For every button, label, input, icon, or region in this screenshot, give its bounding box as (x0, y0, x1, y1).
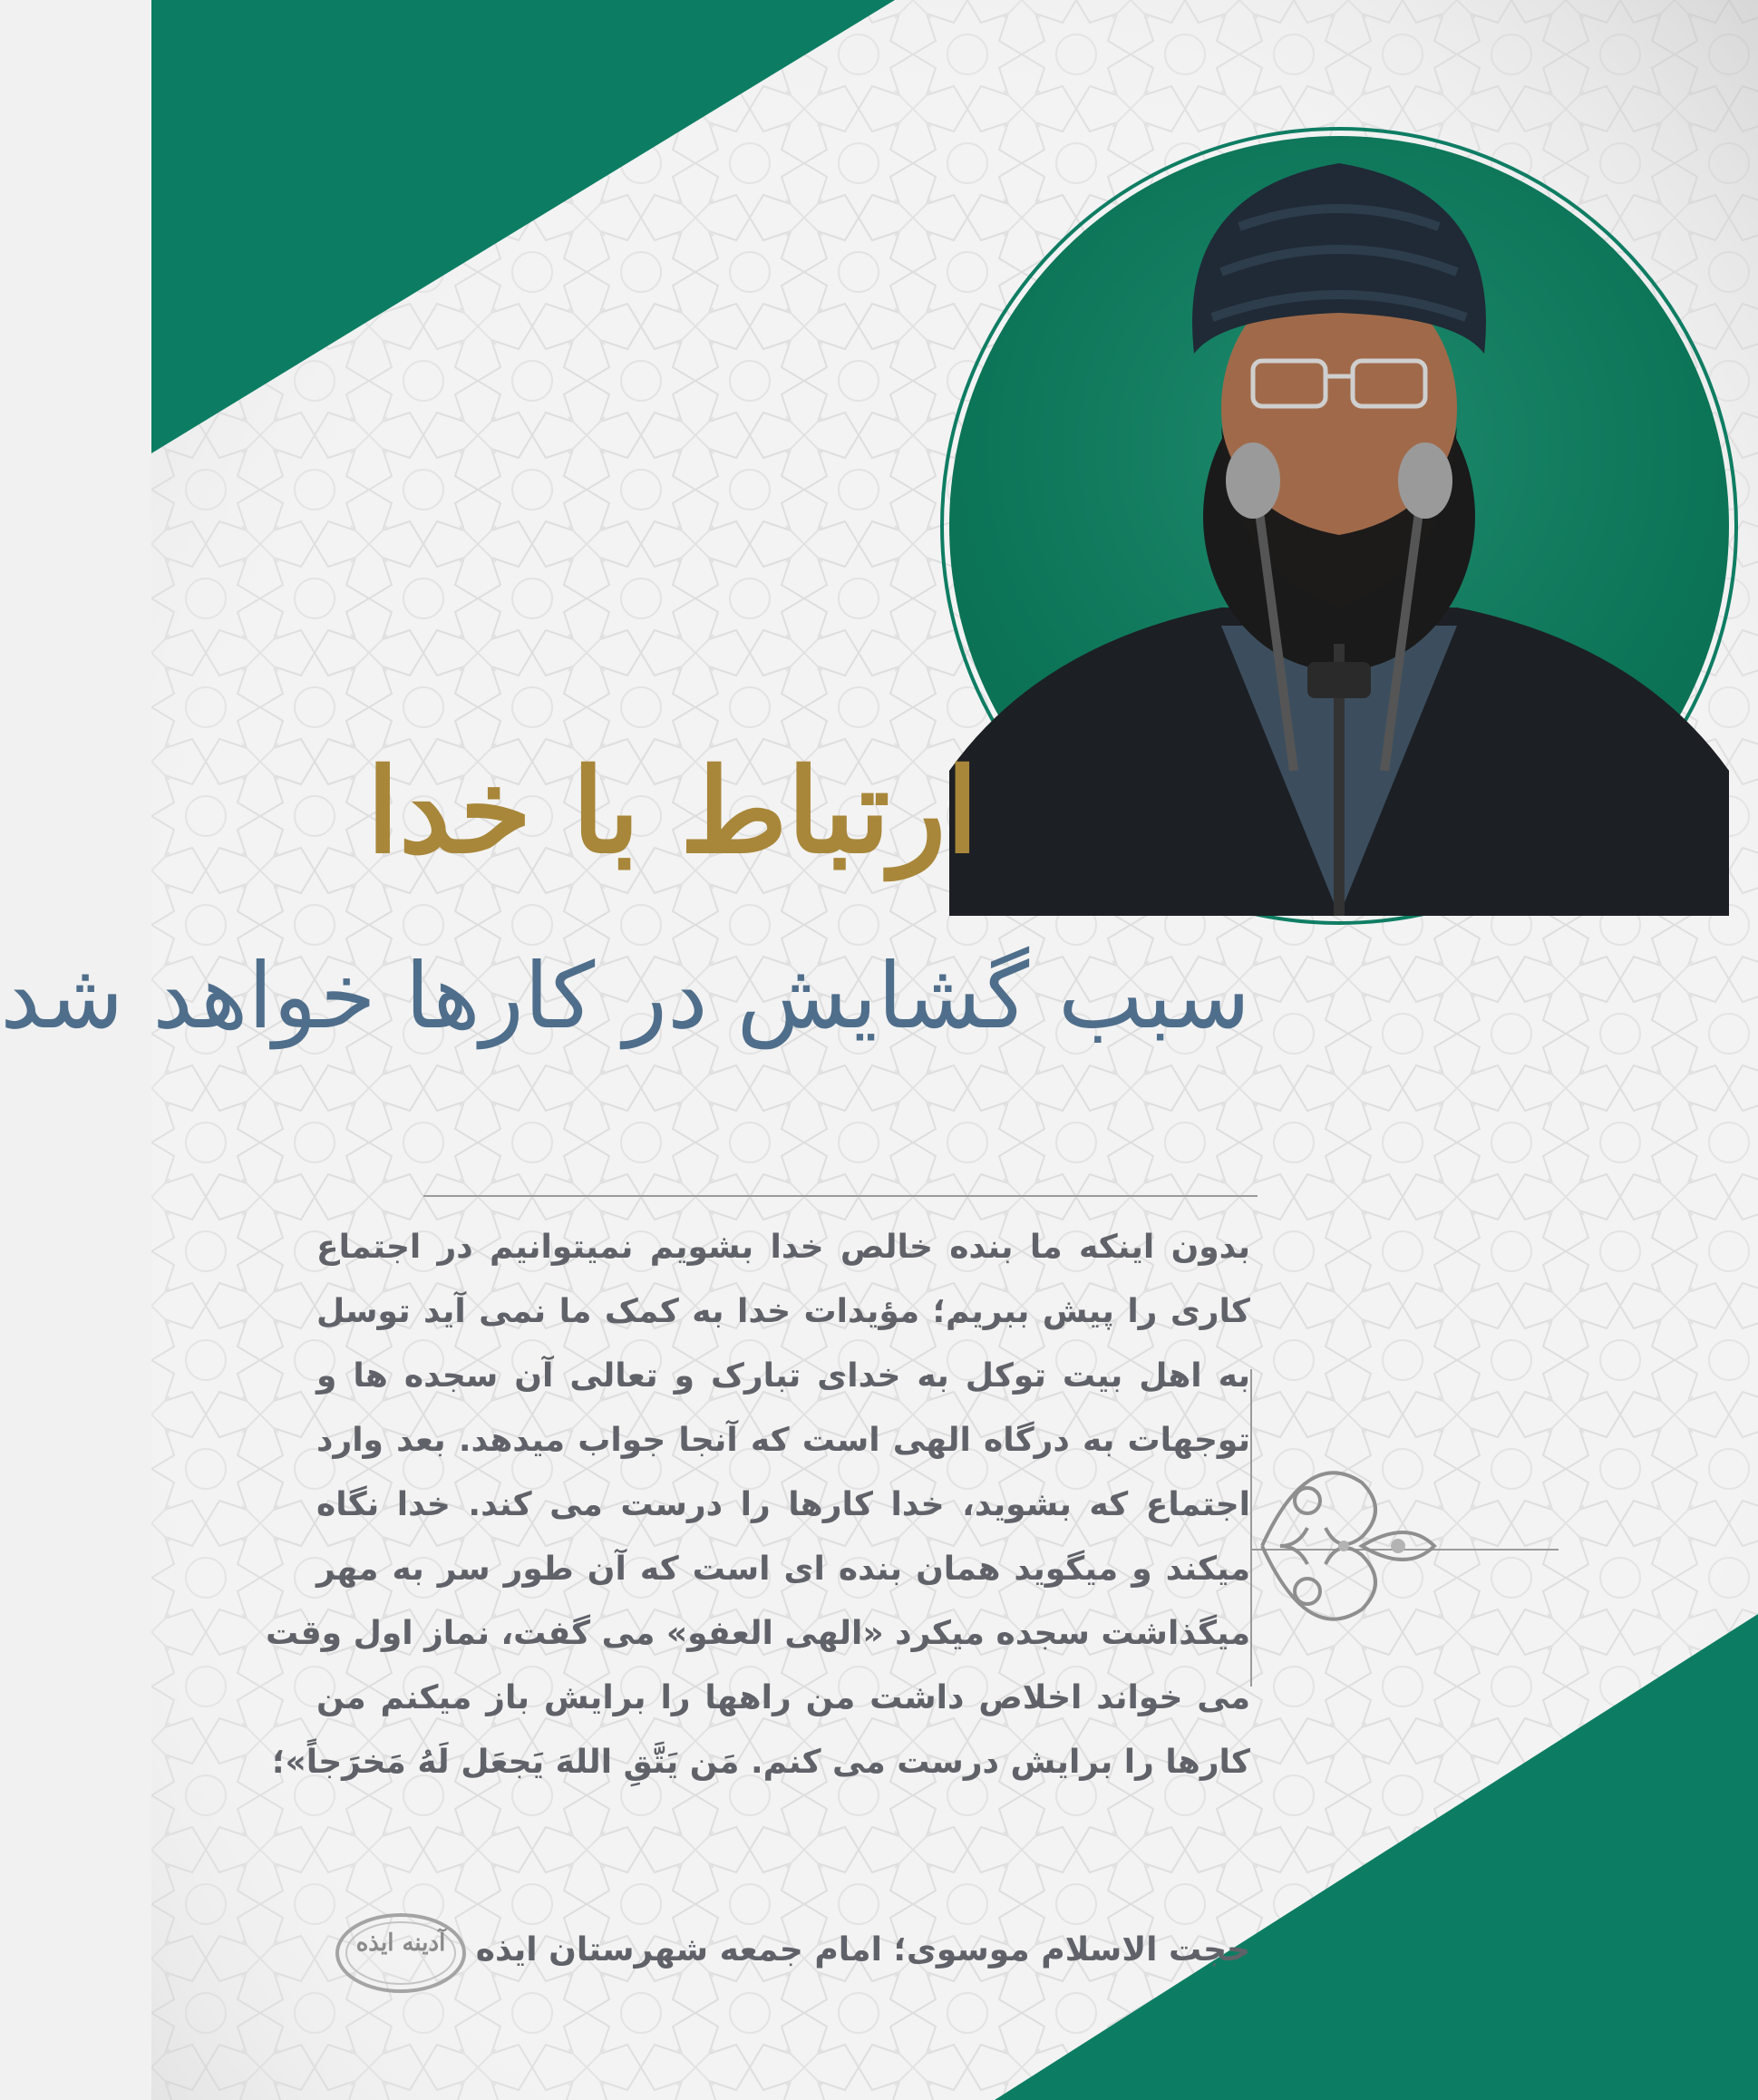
quote-line: کاری را پیش ببریم؛ مؤیدات خدا به کمک ما نمی آید توسل (316, 1293, 1250, 1330)
quote-line: توجهات به درگاه الهی است که آنجا جواب میدهد. بعد وارد (316, 1422, 1250, 1459)
arabesque-ornament-icon (1253, 1410, 1471, 1682)
quote-line: میگذاشت سجده میکرد «الهی العفو» می گفت، نماز اول وقت (265, 1615, 1250, 1652)
quote-line: می خواند اخلاص داشت من راهها را برایش باز میکنم من (316, 1679, 1250, 1716)
ornament-vertical-line (1250, 1369, 1252, 1687)
quote-line: میکند و میگوید همان بنده ای است که آن طور سر به مهر (316, 1551, 1250, 1588)
quote-line: کارها را برایش درست می کنم. مَن یَتَّقِ اللهَ یَجعَل لَهُ مَخرَجاً»؛ (272, 1744, 1250, 1781)
quote-line: اجتماع که بشوید، خدا کارها را درست می کند. خدا نگاه (316, 1486, 1250, 1523)
quote-body (265, 1215, 1250, 1794)
quote-line: به اهل بیت توکل به خدای تبارک و تعالی آن سجده ها و (316, 1357, 1250, 1395)
page-title: ارتباط با خدا (366, 744, 978, 880)
title-divider (423, 1195, 1258, 1197)
cleric-portrait-icon (949, 136, 1729, 916)
speaker-signature: حجت الاسلام موسوی؛ امام جمعه شهرستان ایذه (475, 1931, 1250, 1969)
page-subtitle: سبب گشایش در کارها خواهد شد (0, 943, 1250, 1049)
portrait-frame (949, 136, 1729, 916)
logo-text: آدینه ایذه (355, 1930, 446, 1957)
quote-line: بدون اینکه ما بنده خالص خدا بشویم نمیتوانیم در اجتماع (316, 1229, 1250, 1266)
